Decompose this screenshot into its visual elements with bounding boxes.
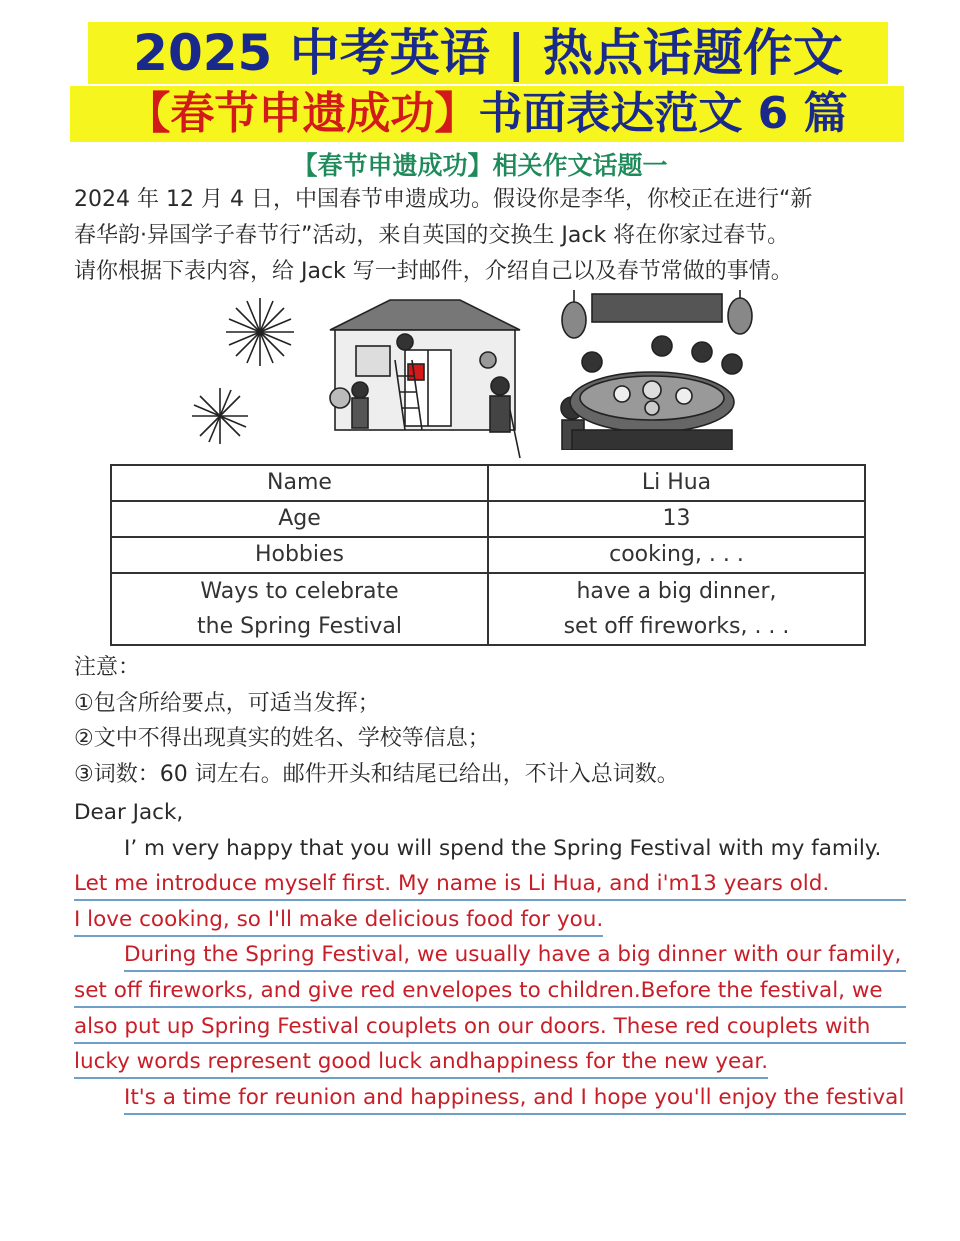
table-cell-label: Ways to celebrate the Spring Festival	[111, 573, 488, 645]
table-cell-value: Li Hua	[488, 465, 865, 501]
answer-line: lucky words represent good luck andhappiness for the new year.	[74, 1046, 768, 1079]
title-banner-line2	[70, 86, 904, 142]
topic-subtitle: 【春节申遗成功】相关作文话题一	[292, 151, 668, 180]
answer-line: During the Spring Festival, we usually have a big dinner with our family,	[124, 939, 906, 972]
answer-line: It's a time for reunion and happiness, and I hope you'll enjoy the festival	[124, 1082, 906, 1115]
table-row	[111, 573, 865, 645]
sample-letter	[74, 795, 906, 1115]
table-cell-value: have a big dinner, set off fireworks, . . .	[488, 573, 865, 645]
table-cell-label: Name	[111, 465, 488, 501]
answer-line: I love cooking, so I'll make delicious food for you.	[74, 904, 603, 937]
notes-heading: 注意：	[74, 655, 141, 680]
letter-greeting: Dear Jack,	[74, 800, 184, 825]
answer-line: set off fireworks, and give red envelopes to children.Before the festival, we	[74, 975, 906, 1008]
note-item: ①包含所给要点，可适当发挥；	[74, 690, 380, 716]
banner-topic: 【春节申遗成功】	[126, 88, 479, 139]
answer-line: also put up Spring Festival couplets on our doors. These red couplets with	[74, 1011, 906, 1044]
note-item: ②文中不得出现真实的姓名、学校等信息；	[74, 726, 490, 751]
note-item: ③词数：60 词左右。邮件开头和结尾已给出，不计入总词数。	[74, 761, 679, 787]
family-reunion-dinner-icon	[552, 290, 754, 450]
info-table	[110, 464, 866, 646]
table-cell-label: Age	[111, 501, 488, 537]
table-cell-label: Hobbies	[111, 537, 488, 573]
answer-line: Let me introduce myself first. My name is Li Hua, and i'm13 years old.	[74, 868, 906, 901]
table-cell-value: cooking, . . .	[488, 537, 865, 573]
table-cell-value: 13	[488, 501, 865, 537]
prompt-line: 春华韵·异国学子春节行”活动，来自英国的交换生 Jack 将在你家过春节。	[74, 223, 790, 248]
fireworks-family-courtyard-icon	[180, 290, 532, 462]
notes-section	[74, 650, 914, 792]
table-row	[111, 537, 865, 573]
banner-sample-count: 书面表达范文 6 篇	[478, 88, 848, 139]
prompt-line: 请你根据下表内容，给 Jack 写一封邮件，介绍自己以及春节常做的事情。	[74, 259, 793, 284]
title-banner-line1: 2025 中考英语 | 热点话题作文	[88, 22, 888, 84]
table-row	[111, 501, 865, 537]
prompt-line: 2024 年 12 月 4 日，中国春节申遗成功。假设你是李华，你校正在进行“新	[74, 187, 813, 212]
letter-opening: I’ m very happy that you will spend the Spring Festival with my family.	[124, 835, 882, 861]
topic-prompt	[74, 182, 910, 290]
table-row	[111, 465, 865, 501]
